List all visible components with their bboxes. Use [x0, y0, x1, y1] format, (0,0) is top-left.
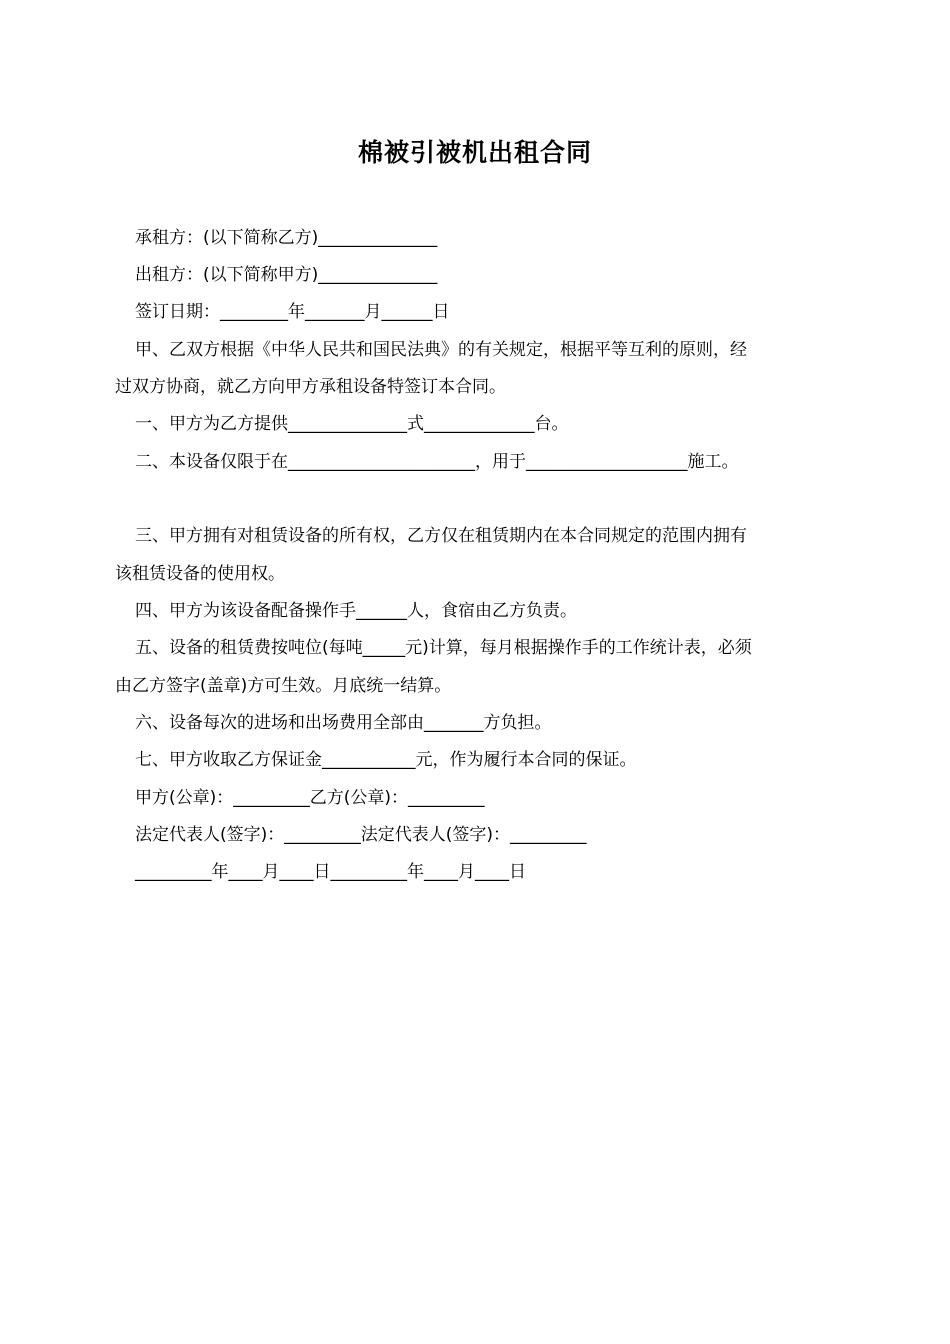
clause-2: 二、本设备仅限于在______________________，用于___________________施工。	[135, 452, 739, 472]
clause-5-line-1: 五、设备的租赁费按吨位(每吨_____元)计算，每月根据操作手的工作统计表，必须	[135, 638, 752, 658]
clause-7: 七、甲方收取乙方保证金___________元，作为履行本合同的保证。	[135, 750, 637, 770]
signing-date-line: 签订日期：________年_______月______日	[135, 302, 450, 322]
page-title: 棉被引被机出租合同	[357, 138, 592, 167]
clause-6: 六、设备每次的进场和出场费用全部由_______方负担。	[135, 713, 552, 733]
clause-3-line-2: 该租赁设备的使用权。	[115, 564, 285, 584]
clause-4: 四、甲方为该设备配备操作手______人，食宿由乙方负责。	[135, 601, 577, 621]
clause-3-line-1: 三、甲方拥有对租赁设备的所有权，乙方仅在租赁期内在本合同规定的范围内拥有	[135, 526, 747, 546]
clause-1: 一、甲方为乙方提供______________式_____________台。	[135, 414, 569, 434]
seal-line: 甲方(公章)：_________乙方(公章)：_________	[135, 788, 485, 808]
date-line: _________年____月____日_________年____月____日	[135, 862, 526, 882]
preamble-line-2: 过双方协商，就乙方向甲方承租设备特签订本合同。	[115, 377, 506, 397]
clause-5-line-2: 由乙方签字(盖章)方可生效。月底统一结算。	[115, 676, 452, 696]
representative-line: 法定代表人(签字)：_________法定代表人(签字)：_________	[135, 825, 587, 845]
preamble-line-1: 甲、乙双方根据《中华人民共和国民法典》的有关规定，根据平等互利的原则，经	[135, 340, 747, 360]
lessee-line: 承租方：(以下简称乙方)______________	[135, 228, 438, 248]
lessor-line: 出租方：(以下简称甲方)______________	[135, 265, 438, 285]
